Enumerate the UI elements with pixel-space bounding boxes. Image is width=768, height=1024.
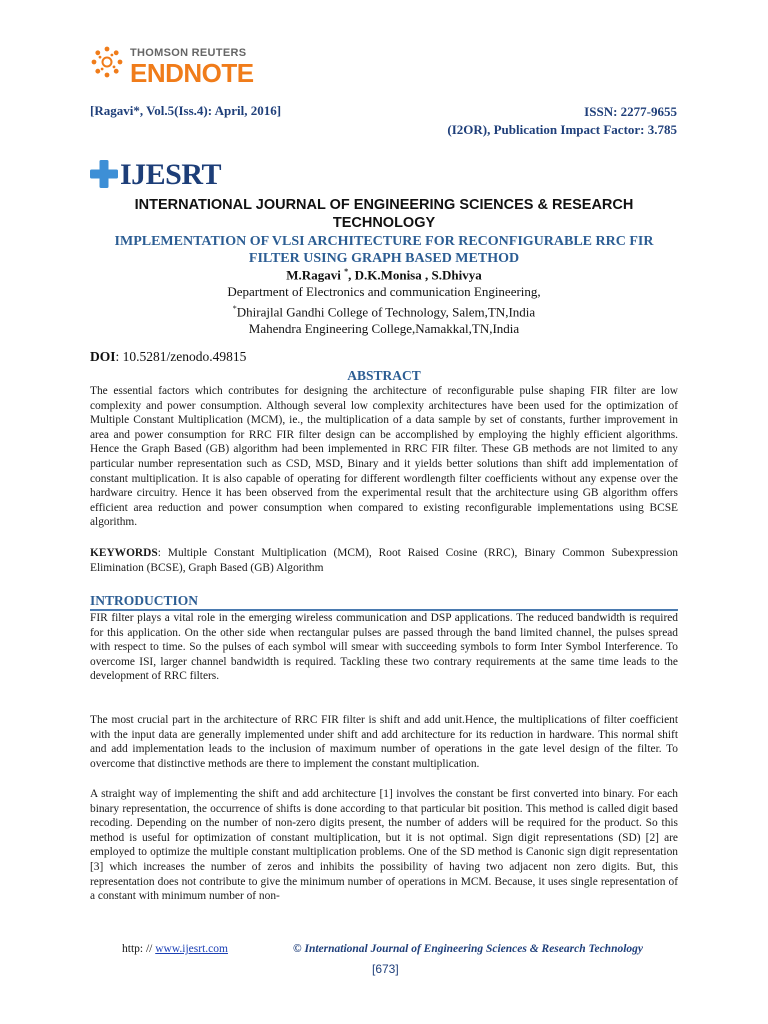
keywords-label: KEYWORDS <box>90 547 158 559</box>
affiliations <box>90 283 678 337</box>
author-rest: , D.K.Monisa , S.Dhivya <box>348 267 482 283</box>
logo-brand-text: THOMSON REUTERS <box>130 47 247 59</box>
keywords <box>90 546 678 575</box>
sunburst-logo-icon <box>90 45 124 79</box>
paper-title-line-1: IMPLEMENTATION OF VLSI ARCHITECTURE FOR RECONFIGURABLE RRC FIR <box>114 234 654 249</box>
journal-title: INTERNATIONAL JOURNAL OF ENGINEERING SCIENCES & RESEARCH TECHNOLOGY <box>134 197 634 231</box>
footer-url-prefix: http: // <box>122 943 156 955</box>
affiliation-college-2: Mahendra Engineering College,Namakkal,TN,India <box>248 321 520 337</box>
endnote-logo <box>90 45 290 100</box>
intro-paragraph-2: The most crucial part in the architecture of RRC FIR filter is shift and add unit.Hence, the multiplications of filter coefficient with the input data are generally implemented under shift and add architecture for its reduction in hardware. This normal shift and add implementation leads to the inclusion of maximum number of operations in the gate level design of the filter. To overcome that distinctive methods are there to implement the constant multiplication. <box>90 714 678 770</box>
authors <box>90 267 678 283</box>
affiliation-department: Department of Electronics and communication Engineering, <box>227 284 541 299</box>
plus-cross-icon <box>90 160 118 188</box>
author-first: M.Ragavi <box>286 267 341 283</box>
impact-factor-text: (I2OR), Publication Impact Factor: 3.785 <box>447 122 677 137</box>
paper-title-line-2: FILTER USING GRAPH BASED METHOD <box>248 251 520 266</box>
doi-line <box>90 349 246 365</box>
footer-copyright: © International Journal of Engineering Sciences & Research Technology <box>293 943 644 955</box>
footer-website-link[interactable]: www.ijesrt.com <box>155 943 228 955</box>
affiliation-mark: * <box>232 304 237 313</box>
logo-product-text: ENDNOTE <box>130 58 254 88</box>
introduction-heading: INTRODUCTION <box>90 593 199 608</box>
issn-text: ISSN: 2277-9655 <box>584 104 677 119</box>
affiliation-college-1 <box>90 300 678 320</box>
intro-paragraph-3: A straight way of implementing the shift and add architecture [1] involves the constant be first converted into binary. For each binary representation, the occurrence of shifts is done according to that particular bit position. This method is called digit based recoding. Depending on the number of non-zero digits present, the number of adders will be required for the product. So this method is useful for optimization of constant multiplication, but it is not optimal. Sign digit representations (SD) [2] are employed to optimize the multiple constant multiplication problems. One of the SD method is Canonic sign digit representation [3] which increases the number of zeros and inhibits the possibility of having two adjacent non zero digits. But, this representation does not contribute to give the minimum number of operations in MCM. Because, it uses single representation of a constant with minimum number of non- <box>90 788 678 903</box>
doi-label: DOI <box>90 349 116 364</box>
citation-header: [Ragavi*, Vol.5(Iss.4): April, 2016] <box>90 103 282 118</box>
page-number: [673] <box>372 962 399 976</box>
abstract-text: The essential factors which contributes for designing the architecture of reconfigurable pulse shaping FIR filter are low complexity and power consumption. Although several low complexity architectures have been used for the optimization of Multiple Constant Multiplication (MCM), ie., the multiplication of a data sample by set of constants, further improvement in area and power consumption for RRC FIR filter design can be accomplished by employing the highly efficient algorithms. Hence the Graph Based (GB) algorithm had been implemented in RRC FIR filter. These GB methods are not limited to any particular number representation such as CSD, MSD, Binary and it yields better solutions than shift add implementation of constant multiplication. It is also capable of operating for different wordlength filter coefficients without any expense over the hardware circuitry. Hence it has been observed from the experimental result that the architecture using GB algorithm offers efficient area reduction and power consumption when compared to existing reconfigurable implementations using BCSE algorithm. <box>90 385 678 529</box>
affiliation-college-1-text: Dhirajlal Gandhi College of Technology, Salem,TN,India <box>236 304 536 320</box>
doi-value: : 10.5281/zenodo.49815 <box>115 349 247 364</box>
keywords-text: : Multiple Constant Multiplication (MCM), Root Raised Cosine (RRC), Binary Common Subexpression Elimination (BCSE), Graph Based (GB) Algorithm <box>90 547 678 574</box>
abstract-heading: ABSTRACT <box>347 368 421 383</box>
issn-header <box>447 103 677 139</box>
intro-paragraph-1: FIR filter plays a vital role in the emerging wireless communication and DSP applications. The reduced bandwidth is required for this application. On the other side when rectangular pulses are passed through the band limited channel, the pulses spread with respect to time. So the pulses of each symbol will smear with succeeding symbols to form Inter Symbol Interference. To overcome ISI, larger channel bandwidth is required. Tackling these two contrary requirements at the same time leads to the development of RRC filters. <box>90 612 678 683</box>
ijesrt-name: IJESRT <box>120 158 221 191</box>
corresponding-mark: * <box>344 267 349 276</box>
paper-title <box>90 233 678 267</box>
footer-url <box>122 943 228 955</box>
